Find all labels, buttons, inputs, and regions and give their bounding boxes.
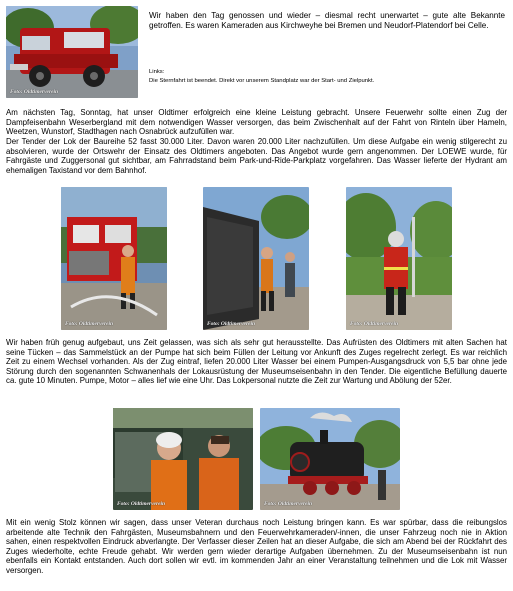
tender-filling-image [203,187,309,330]
crew-image [113,408,253,510]
intro-text: Wir haben den Tag genossen und wieder – diesmal recht unerwartet – gute alte Bekannte getroffen. Es waren Kameraden aus Kirchweyhe bei Bremen und Neudorf-Platendorf bei Celle. [149,11,505,31]
paragraph-1: Am nächsten Tag, Sonntag, hat unser Oldtimer erfolgreich eine kleine Leistung gebracht. Unsere Feuerwehr sollte einen Zug der Dampfeisenbahn Weserbergland mit dem notwendigen Wasser versorgen, das beim Zwischenhalt auf der Fahrt von Rinteln über Hameln, Weetzen, Wunstorf, Stadthagen nach Osnabrück aufzufüllen war. [6,108,507,137]
pump-operation-image [61,187,167,330]
photo-pump-operation [61,187,167,330]
photo-credit: Foto: Oldtimerverein [10,89,59,95]
photo-credit: Foto: Oldtimerverein [350,321,399,327]
photo-credit: Foto: Oldtimerverein [117,501,166,507]
photo-firefighter [346,187,452,330]
paragraph-4: Mit ein wenig Stolz können wir sagen, dass unser Veteran durchaus noch Leistung bringen kann. Es war spürbar, dass die reibungslos arbeitende alte Technik den Fahrgästen, Museumsbahnern und den Feuerwehrkameraden/-innen, die unser Fahrzeug noch nie in Aktion sahen, einen respektvollen Eindruck abverlangte. Der Verfasser dieser Zeilen hat an dieser Aufgabe, die sich am Abend bei der Rückfahrt des Zuges wiederholte, echte Freude gehabt. Wir werden gern wieder derartige Aufgaben übernehmen. Zu der Museumseisenbahn ist nun ebenfalls ein Kontakt entstanden. Auch dort sollen wir evtl. im kommenden Jahr an einer Veranstaltung teilnehmen und die Lok mit Wasser versorgen. [6,518,507,575]
photo-credit: Foto: Oldtimerverein [65,321,114,327]
photo-tender-filling [203,187,309,330]
caption-heading: Links: [149,69,165,75]
paragraph-2: Der Tender der Lok der Baureihe 52 fasst 30.000 Liter. Davon waren 20.000 Liter nachzufüllen. Um diese Aufgabe ein wenig stilgerecht zu absolvieren, wurde der Ortswehr der Einsatz des Oldtimers angeboten. Das Angebot wurde gern angenommen. Der LOEWE wurde, für Fahrgäste und Zuggersonal gut sichtbar, am Fahrradstand beim Park-und-Ride-Parkplatz vorgefahren. Das Wasser lieferte der Hydrant am ehemaligen Taxistand vor dem Bahnhof. [6,137,507,175]
firefighter-image [346,187,452,330]
photo-fire-truck [6,6,138,98]
steam-locomotive-image [260,408,400,510]
fire-truck-image [6,6,138,98]
photo-credit: Foto: Oldtimerverein [207,321,256,327]
photo-crew [113,408,253,510]
paragraph-3: Wir haben früh genug aufgebaut, uns Zeit gelassen, was sich als sehr gut herausstellte. Das Aufrüsten des Oldtimers mit alten Sachen hat seine Tücken – das Sammelstück an der Pumpe hat sich beim Füllen der Leitung vor Ankunft des Zuges regelrecht zerlegt. Es war reichlich Zeit zu einem Wechsel vorhanden. Als der Zug eintraf, liefen 20.000 Liter Wasser bei einem Pumpen-Ausgangsdruck von 5,5 bar ohne jede Störung durch den sogenannten Schwanenhals der Lokausrüstung der Museumseisenbahn in den Tender. Die eigentliche Befüllung dauerte ca. gute 10 Minuten. Pumpe, Motor – alles lief wie eine Uhr. Das Lokpersonal nutzte die Zeit zur Wartung und Abölung der 52er. [6,338,507,386]
photo-steam-locomotive [260,408,400,510]
photo-credit: Foto: Oldtimerverein [264,501,313,507]
caption-text: Die Sternfahrt ist beendet. Direkt vor unserem Standplatz war der Start- und Zielpunkt. [149,78,375,84]
